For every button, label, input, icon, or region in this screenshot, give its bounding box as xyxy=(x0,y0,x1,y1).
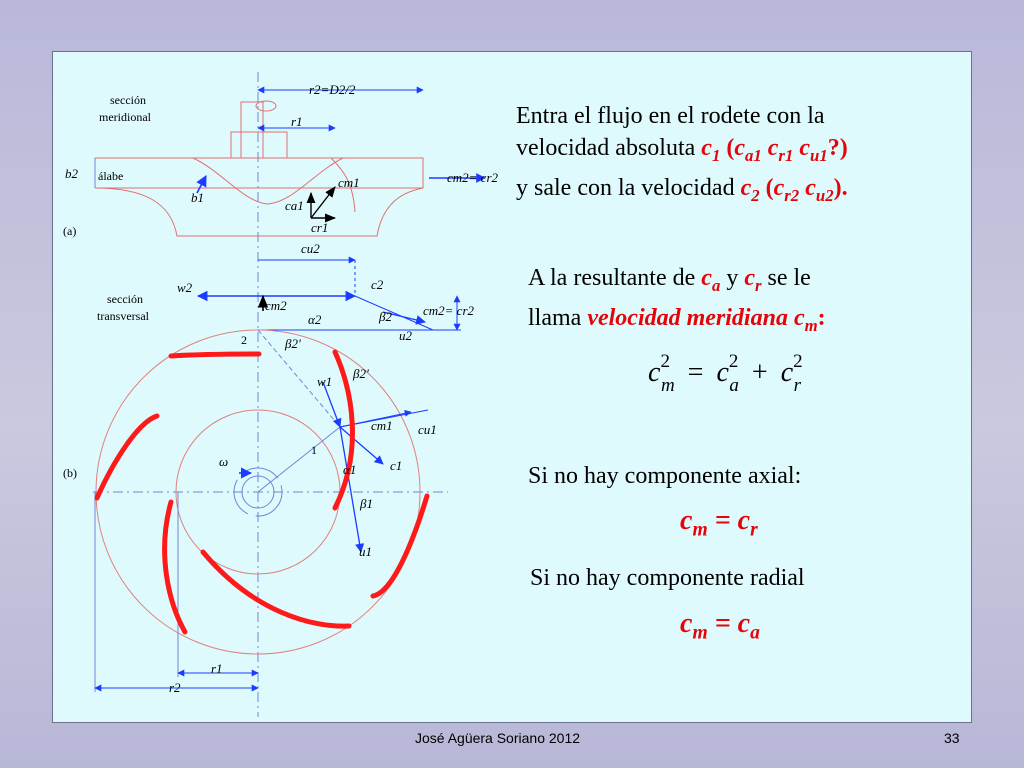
c2-symbol: $c_2$ xyxy=(740,174,760,205)
label-c1: c1 xyxy=(390,458,403,473)
label-alabe: álabe xyxy=(98,169,124,183)
ca1-symbol: $c_{a1}$ xyxy=(734,135,762,165)
formula-term1-sup: 2 xyxy=(728,351,739,372)
p1-line2 xyxy=(516,132,986,172)
label-r1: r1 xyxy=(291,114,303,129)
p2-line2 xyxy=(528,302,968,342)
c1-symbol: $c_1$ xyxy=(701,135,721,165)
case-no-radial: Si no hay componente radial xyxy=(530,565,805,591)
label-b1: b1 xyxy=(191,190,204,205)
paragraph-flow-entry xyxy=(516,100,986,212)
cm1-arrow xyxy=(311,187,335,218)
paragraph-meridional-definition xyxy=(528,262,968,342)
shroud-lower xyxy=(95,188,423,236)
label-r2-d2: r2=D2/2 xyxy=(309,82,356,97)
formula-term2-sup: 2 xyxy=(793,351,803,372)
label-seccion-2: sección xyxy=(107,292,143,306)
impeller-front-view xyxy=(93,330,448,692)
shaft-top xyxy=(256,101,276,111)
label-alpha2: α2 xyxy=(308,312,322,327)
p1-line2-pre: velocidad absoluta xyxy=(516,135,702,161)
p1-close: ?) xyxy=(827,135,848,161)
p2-line2-pre: llama xyxy=(528,304,588,331)
label-1: 1 xyxy=(311,443,317,457)
label-r1-bottom: r1 xyxy=(211,661,223,676)
cr1-symbol: $c_{r1}$ xyxy=(761,135,794,165)
p1-open: ( xyxy=(720,135,735,161)
label-u1: u1 xyxy=(359,544,372,559)
label-cm1: cm1 xyxy=(338,175,360,190)
label-transversal: transversal xyxy=(97,309,149,323)
meridional-section xyxy=(95,72,485,717)
pump-impeller-diagram xyxy=(53,52,523,722)
p2-y: y xyxy=(720,265,745,291)
hub-curve xyxy=(193,158,343,204)
meridional-velocity-formula xyxy=(648,351,888,417)
label-b2: b2 xyxy=(65,166,78,181)
formula-plus: + xyxy=(751,357,768,388)
label-ca1: ca1 xyxy=(285,198,304,213)
p1-close2: ). xyxy=(833,174,848,201)
label-cm2-cr2-top: cm2= cr2 xyxy=(447,170,499,185)
cr2-symbol: $c_{r2}$ xyxy=(773,174,800,205)
label-beta2p: β2' xyxy=(285,336,301,351)
label-cr1: cr1 xyxy=(311,220,329,235)
p1-line1: Entra el flujo en el rodete con la xyxy=(516,103,825,129)
label-beta1: β1 xyxy=(360,496,373,511)
ca-symbol: $c_a$ xyxy=(701,265,721,295)
label-r2-bottom: r2 xyxy=(169,680,181,695)
p1-line3 xyxy=(516,172,986,212)
p2-line1 xyxy=(528,262,968,302)
label-cu1: cu1 xyxy=(418,422,437,437)
p2-pre: A la resultante de xyxy=(528,265,702,291)
label-cm2: cm2 xyxy=(265,298,287,313)
label-w1: w1 xyxy=(317,374,333,389)
label-cm1-b: cm1 xyxy=(371,418,393,433)
cu2-symbol: $c_{u2}$ xyxy=(799,174,834,205)
label-seccion-1: sección xyxy=(110,93,146,107)
label-w2: w2 xyxy=(177,280,193,295)
blade-2 xyxy=(97,416,157,498)
hub-rect xyxy=(231,132,287,158)
formula-term1-sub: a xyxy=(729,375,739,396)
shroud-outline xyxy=(95,158,423,188)
formula-lhs: c xyxy=(648,357,661,388)
label-cm2-cr2-mid: cm2= cr2 xyxy=(423,303,475,318)
cr-symbol: $c_r$ xyxy=(744,265,762,295)
beta2-line xyxy=(355,296,433,330)
label-alpha1: α1 xyxy=(343,462,357,477)
label-cu2: cu2 xyxy=(301,241,320,256)
label-a: (a) xyxy=(63,224,77,238)
page-number: 33 xyxy=(944,730,960,746)
velocidad-meridiana-term: velocidad meridiana $c_m$ xyxy=(587,304,818,335)
radius-line-1 xyxy=(258,427,340,492)
formula-term1: c xyxy=(716,357,729,388)
formula-term2: c xyxy=(780,357,794,388)
case-no-axial: Si no hay componente axial: xyxy=(528,463,802,489)
footer-author: José Agüera Soriano 2012 xyxy=(415,730,581,746)
blade-1 xyxy=(171,354,259,356)
p1-line3-pre: y sale con la velocidad xyxy=(516,174,741,201)
p2-post: se le xyxy=(761,265,811,291)
formula-lhs-sup: 2 xyxy=(660,351,670,372)
p1-open2: ( xyxy=(759,174,774,201)
formula-lhs-sub: m xyxy=(660,375,675,396)
formula-equals: = xyxy=(687,357,704,388)
label-u2: u2 xyxy=(399,328,412,343)
equation-cm-equals-ca: $c_m = c_a$ xyxy=(680,608,760,644)
label-beta2: β2 xyxy=(379,309,392,324)
label-b: (b) xyxy=(63,466,77,480)
label-omega: ω xyxy=(219,454,229,469)
outlet-velocity-triangle xyxy=(198,260,461,330)
p2-colon: : xyxy=(817,304,826,331)
equation-cm-equals-cr: $c_m = c_r$ xyxy=(680,505,758,541)
blade-4 xyxy=(203,552,349,626)
cu1-symbol: $c_{u1}$ xyxy=(793,135,828,165)
label-2: 2 xyxy=(241,333,247,347)
label-beta2p-lower: β2' xyxy=(353,366,369,381)
label-meridional: meridional xyxy=(99,110,151,124)
formula-term2-sub: r xyxy=(793,375,802,396)
label-c2: c2 xyxy=(371,277,384,292)
